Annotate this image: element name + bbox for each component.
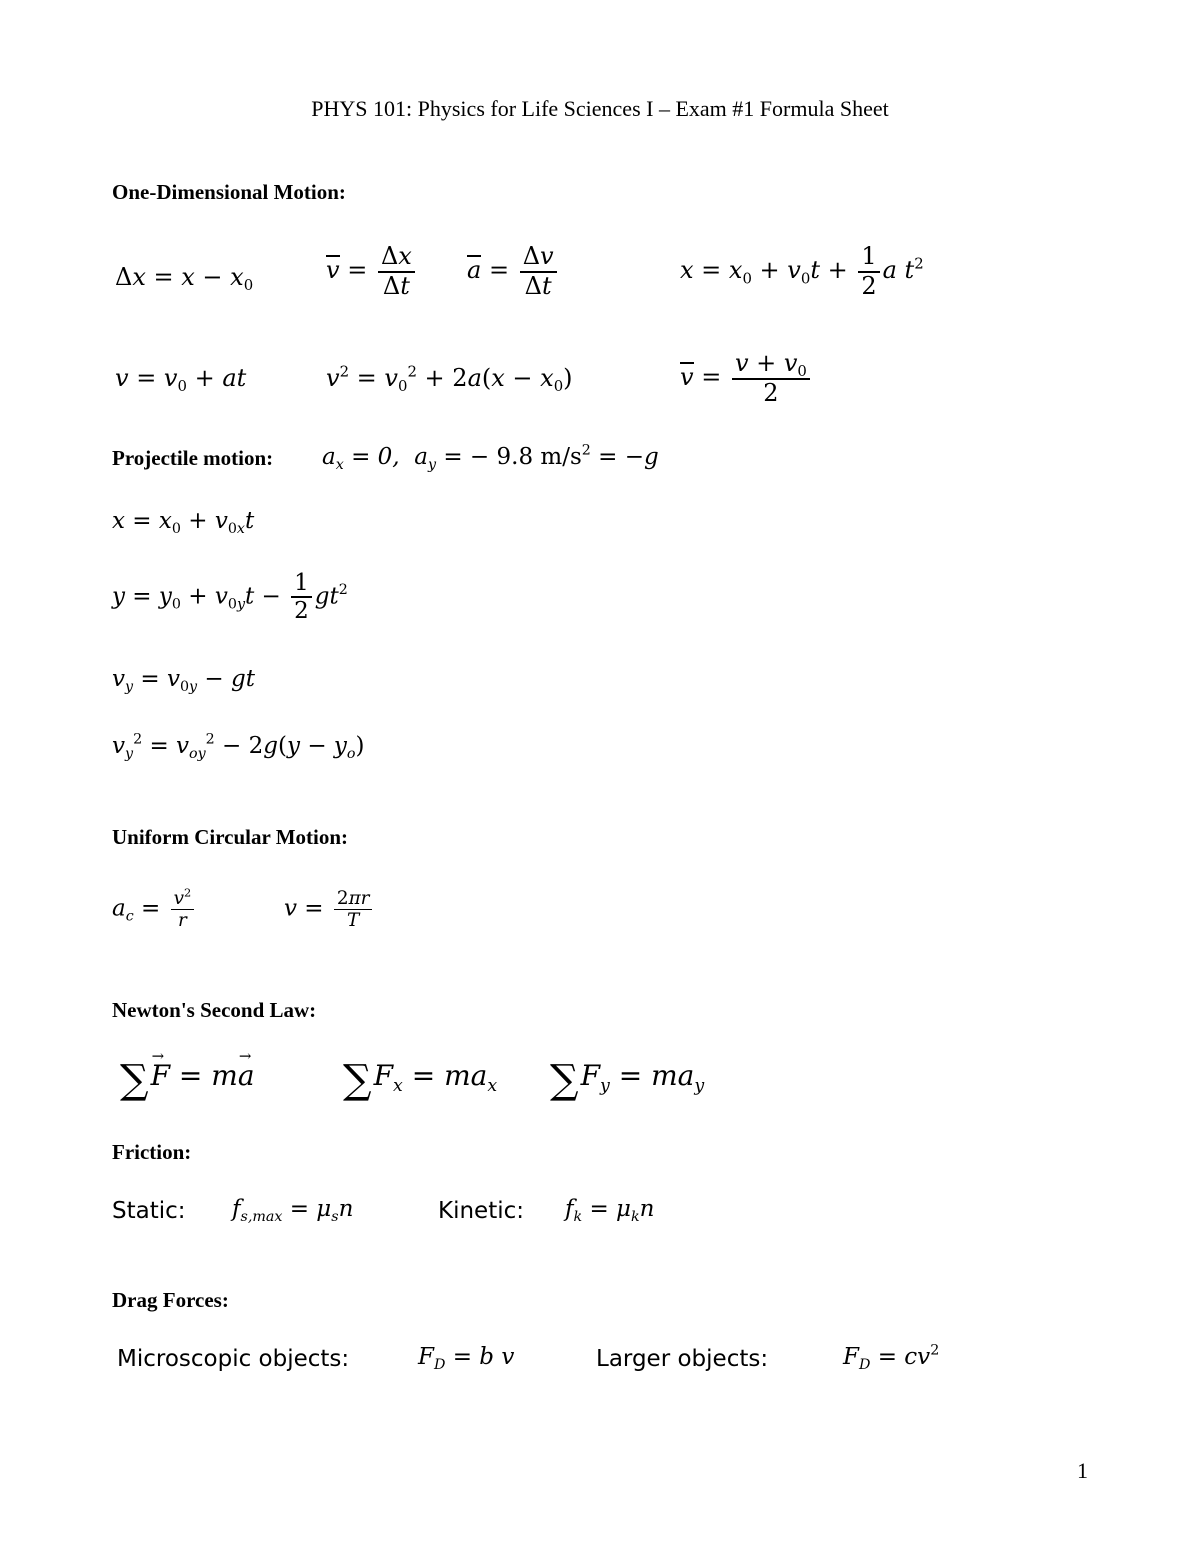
formula-kinetic-friction: $f_k = \mu_kn$: [565, 1196, 655, 1225]
formula-average-acceleration: a = $\frac{\Delta v}{\Delta t}$: [467, 243, 560, 300]
formula-average-velocity-mean: v = $\frac{v + v_0}{2}$: [680, 350, 813, 407]
formula-circular-speed: v = $\frac{2\pi r}{T}$: [284, 888, 375, 931]
formula-average-velocity: v = $\frac{\Delta x}{\Delta t}$: [326, 243, 418, 300]
formula-position-time: $x = x_0 + v_0t$ + $\frac{1}{2}$ a $t^2$: [680, 242, 924, 300]
formula-newton-x: $\sum F_x = ma_x$: [343, 1057, 498, 1103]
formula-drag-linear: $F_D = b$ v: [418, 1344, 515, 1373]
formula-projectile-accelerations: $a_x = 0$, $a_y$ = − 9.8 $m/s^2 = -g$: [322, 442, 659, 473]
section-heading-one-dimensional-motion: One-Dimensional Motion:: [112, 180, 346, 204]
section-heading-friction: Friction:: [112, 1140, 192, 1164]
formula-static-friction: $f_{s,max} = \mu_sn$: [232, 1196, 354, 1225]
formula-centripetal-acceleration: $a_c$ = $\frac{v^2}{r}$: [112, 888, 197, 931]
drag-larger-label: Larger objects:: [596, 1346, 769, 1372]
formula-projectile-y: $y = y_0 + v_{0y}t$ − $\frac{1}{2}$ $gt^2$: [112, 570, 348, 625]
section-heading-projectile-motion: Projectile motion:: [112, 446, 274, 470]
formula-drag-quadratic: $F_D = cv^2$: [843, 1342, 940, 1373]
formula-projectile-vy: $v_y = v_{0y}$ − gt: [112, 666, 255, 695]
friction-static-label: Static:: [112, 1198, 186, 1224]
section-heading-drag-forces: Drag Forces:: [112, 1288, 229, 1312]
section-heading-uniform-circular-motion: Uniform Circular Motion:: [112, 825, 349, 849]
drag-microscopic-label: Microscopic objects:: [117, 1346, 350, 1372]
formula-newton-y: $\sum F_y = ma_y$: [550, 1057, 705, 1103]
formula-newton-vector: ∑→ F = m→ a: [120, 1060, 255, 1100]
formula-velocity-squared: $v^2 = v_0^2 + 2a(x - x_0)$: [326, 362, 573, 396]
page-title: PHYS 101: Physics for Life Sciences I – Exam #1 Formula Sheet: [311, 96, 889, 121]
gravity-value: 9.8 m/s: [496, 444, 582, 470]
section-heading-newtons-second-law: Newton's Second Law:: [112, 998, 317, 1022]
formula-velocity-time: $v = v_0$ + at: [115, 364, 247, 396]
friction-kinetic-label: Kinetic:: [438, 1198, 525, 1224]
page-number: 1: [1077, 1458, 1088, 1483]
formula-projectile-vy-squared: $v_y^2 = v_{oy}^2 - 2g(y - y_o)$: [112, 731, 365, 762]
formula-displacement: $\Delta x = x - x_0$: [115, 263, 254, 295]
formula-projectile-x: $x = x_0 + v_{0x}t$: [112, 508, 255, 537]
